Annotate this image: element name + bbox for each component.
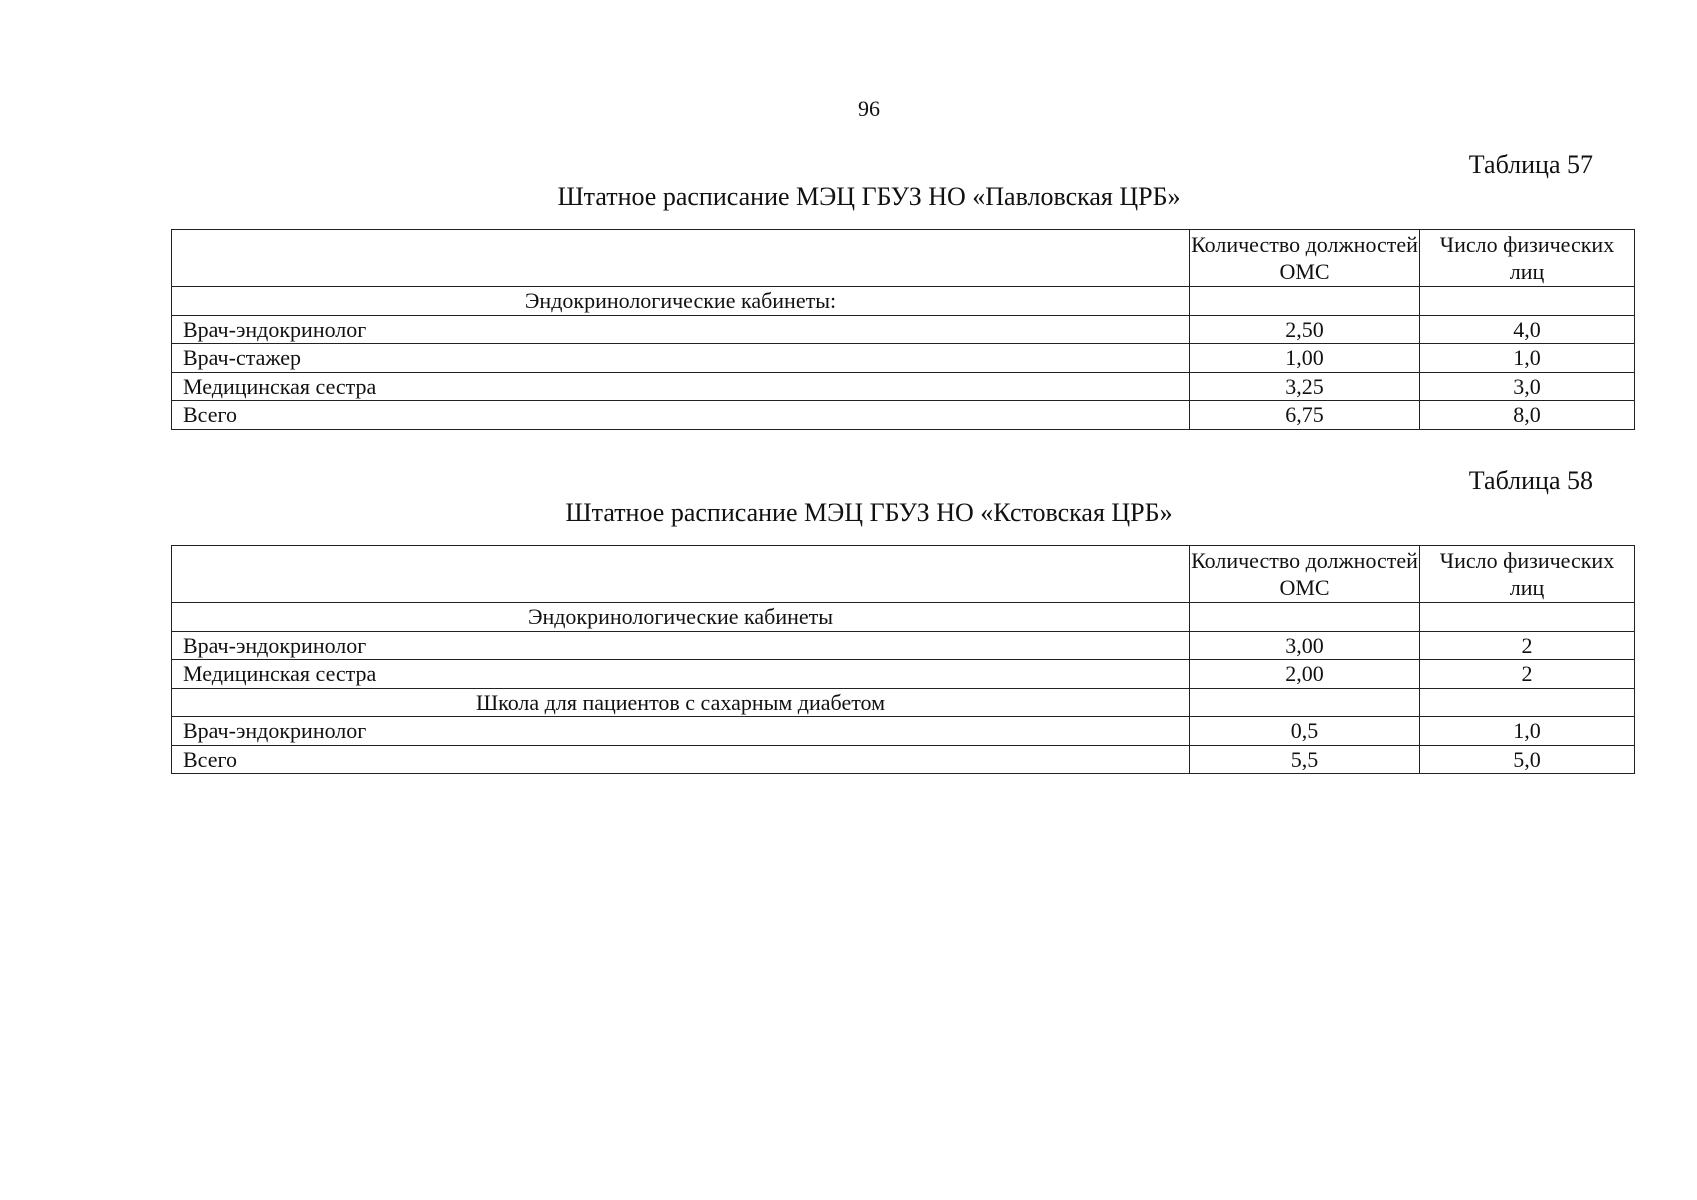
position-name-cell: Школа для пациентов с сахарным диабетом [172, 688, 1190, 717]
oms-positions-cell: 2,50 [1190, 315, 1420, 344]
header-empty-cell [172, 546, 1190, 603]
position-name-cell: Медицинская сестра [172, 660, 1190, 689]
table-row [172, 372, 1635, 401]
physical-persons-cell [1420, 287, 1635, 316]
table-row [172, 631, 1635, 660]
page-number: 96 [858, 96, 880, 121]
position-name-cell: Врач-эндокринолог [172, 631, 1190, 660]
section-row [172, 688, 1635, 717]
table-58-title: Штатное расписание МЭЦ ГБУЗ НО «Кстовская ЦРБ» [565, 498, 1173, 527]
table-row [172, 344, 1635, 373]
physical-persons-cell: 1,0 [1420, 344, 1635, 373]
table-row [172, 717, 1635, 746]
staff-table-57 [171, 229, 1635, 430]
physical-persons-cell [1420, 603, 1635, 632]
table-header-row [172, 230, 1635, 287]
header-oms-positions: Количество должностей ОМС [1190, 230, 1420, 287]
table-57-title: Штатное расписание МЭЦ ГБУЗ НО «Павловская ЦРБ» [557, 182, 1181, 211]
header-empty-cell [172, 230, 1190, 287]
table-body [172, 546, 1635, 774]
header-physical-persons: Число физических лиц [1420, 230, 1635, 287]
oms-positions-cell: 5,5 [1190, 745, 1420, 774]
position-name-cell: Врач-эндокринолог [172, 717, 1190, 746]
table-row [172, 660, 1635, 689]
oms-positions-cell: 0,5 [1190, 717, 1420, 746]
oms-positions-cell: 1,00 [1190, 344, 1420, 373]
oms-positions-cell: 2,00 [1190, 660, 1420, 689]
header-oms-positions: Количество должностей ОМС [1190, 546, 1420, 603]
position-name-cell: Врач-стажер [172, 344, 1190, 373]
oms-positions-cell [1190, 603, 1420, 632]
physical-persons-cell: 2 [1420, 660, 1635, 689]
staff-table-58 [171, 545, 1635, 774]
physical-persons-cell: 8,0 [1420, 401, 1635, 430]
physical-persons-cell: 3,0 [1420, 372, 1635, 401]
header-physical-persons: Число физических лиц [1420, 546, 1635, 603]
section-row [172, 603, 1635, 632]
oms-positions-cell: 3,25 [1190, 372, 1420, 401]
position-name-cell: Эндокринологические кабинеты [172, 603, 1190, 632]
physical-persons-cell: 2 [1420, 631, 1635, 660]
position-name-cell: Всего [172, 745, 1190, 774]
physical-persons-cell [1420, 688, 1635, 717]
table-row [172, 745, 1635, 774]
oms-positions-cell [1190, 688, 1420, 717]
table-58-label: Таблица 58 [1468, 466, 1593, 495]
position-name-cell: Врач-эндокринолог [172, 315, 1190, 344]
oms-positions-cell [1190, 287, 1420, 316]
position-name-cell: Медицинская сестра [172, 372, 1190, 401]
physical-persons-cell: 5,0 [1420, 745, 1635, 774]
table-body [172, 230, 1635, 430]
oms-positions-cell: 6,75 [1190, 401, 1420, 430]
position-name-cell: Всего [172, 401, 1190, 430]
physical-persons-cell: 4,0 [1420, 315, 1635, 344]
table-row [172, 315, 1635, 344]
physical-persons-cell: 1,0 [1420, 717, 1635, 746]
oms-positions-cell: 3,00 [1190, 631, 1420, 660]
position-name-cell: Эндокринологические кабинеты: [172, 287, 1190, 316]
table-header-row [172, 546, 1635, 603]
section-row [172, 287, 1635, 316]
table-57-label: Таблица 57 [1468, 150, 1593, 179]
table-row [172, 401, 1635, 430]
